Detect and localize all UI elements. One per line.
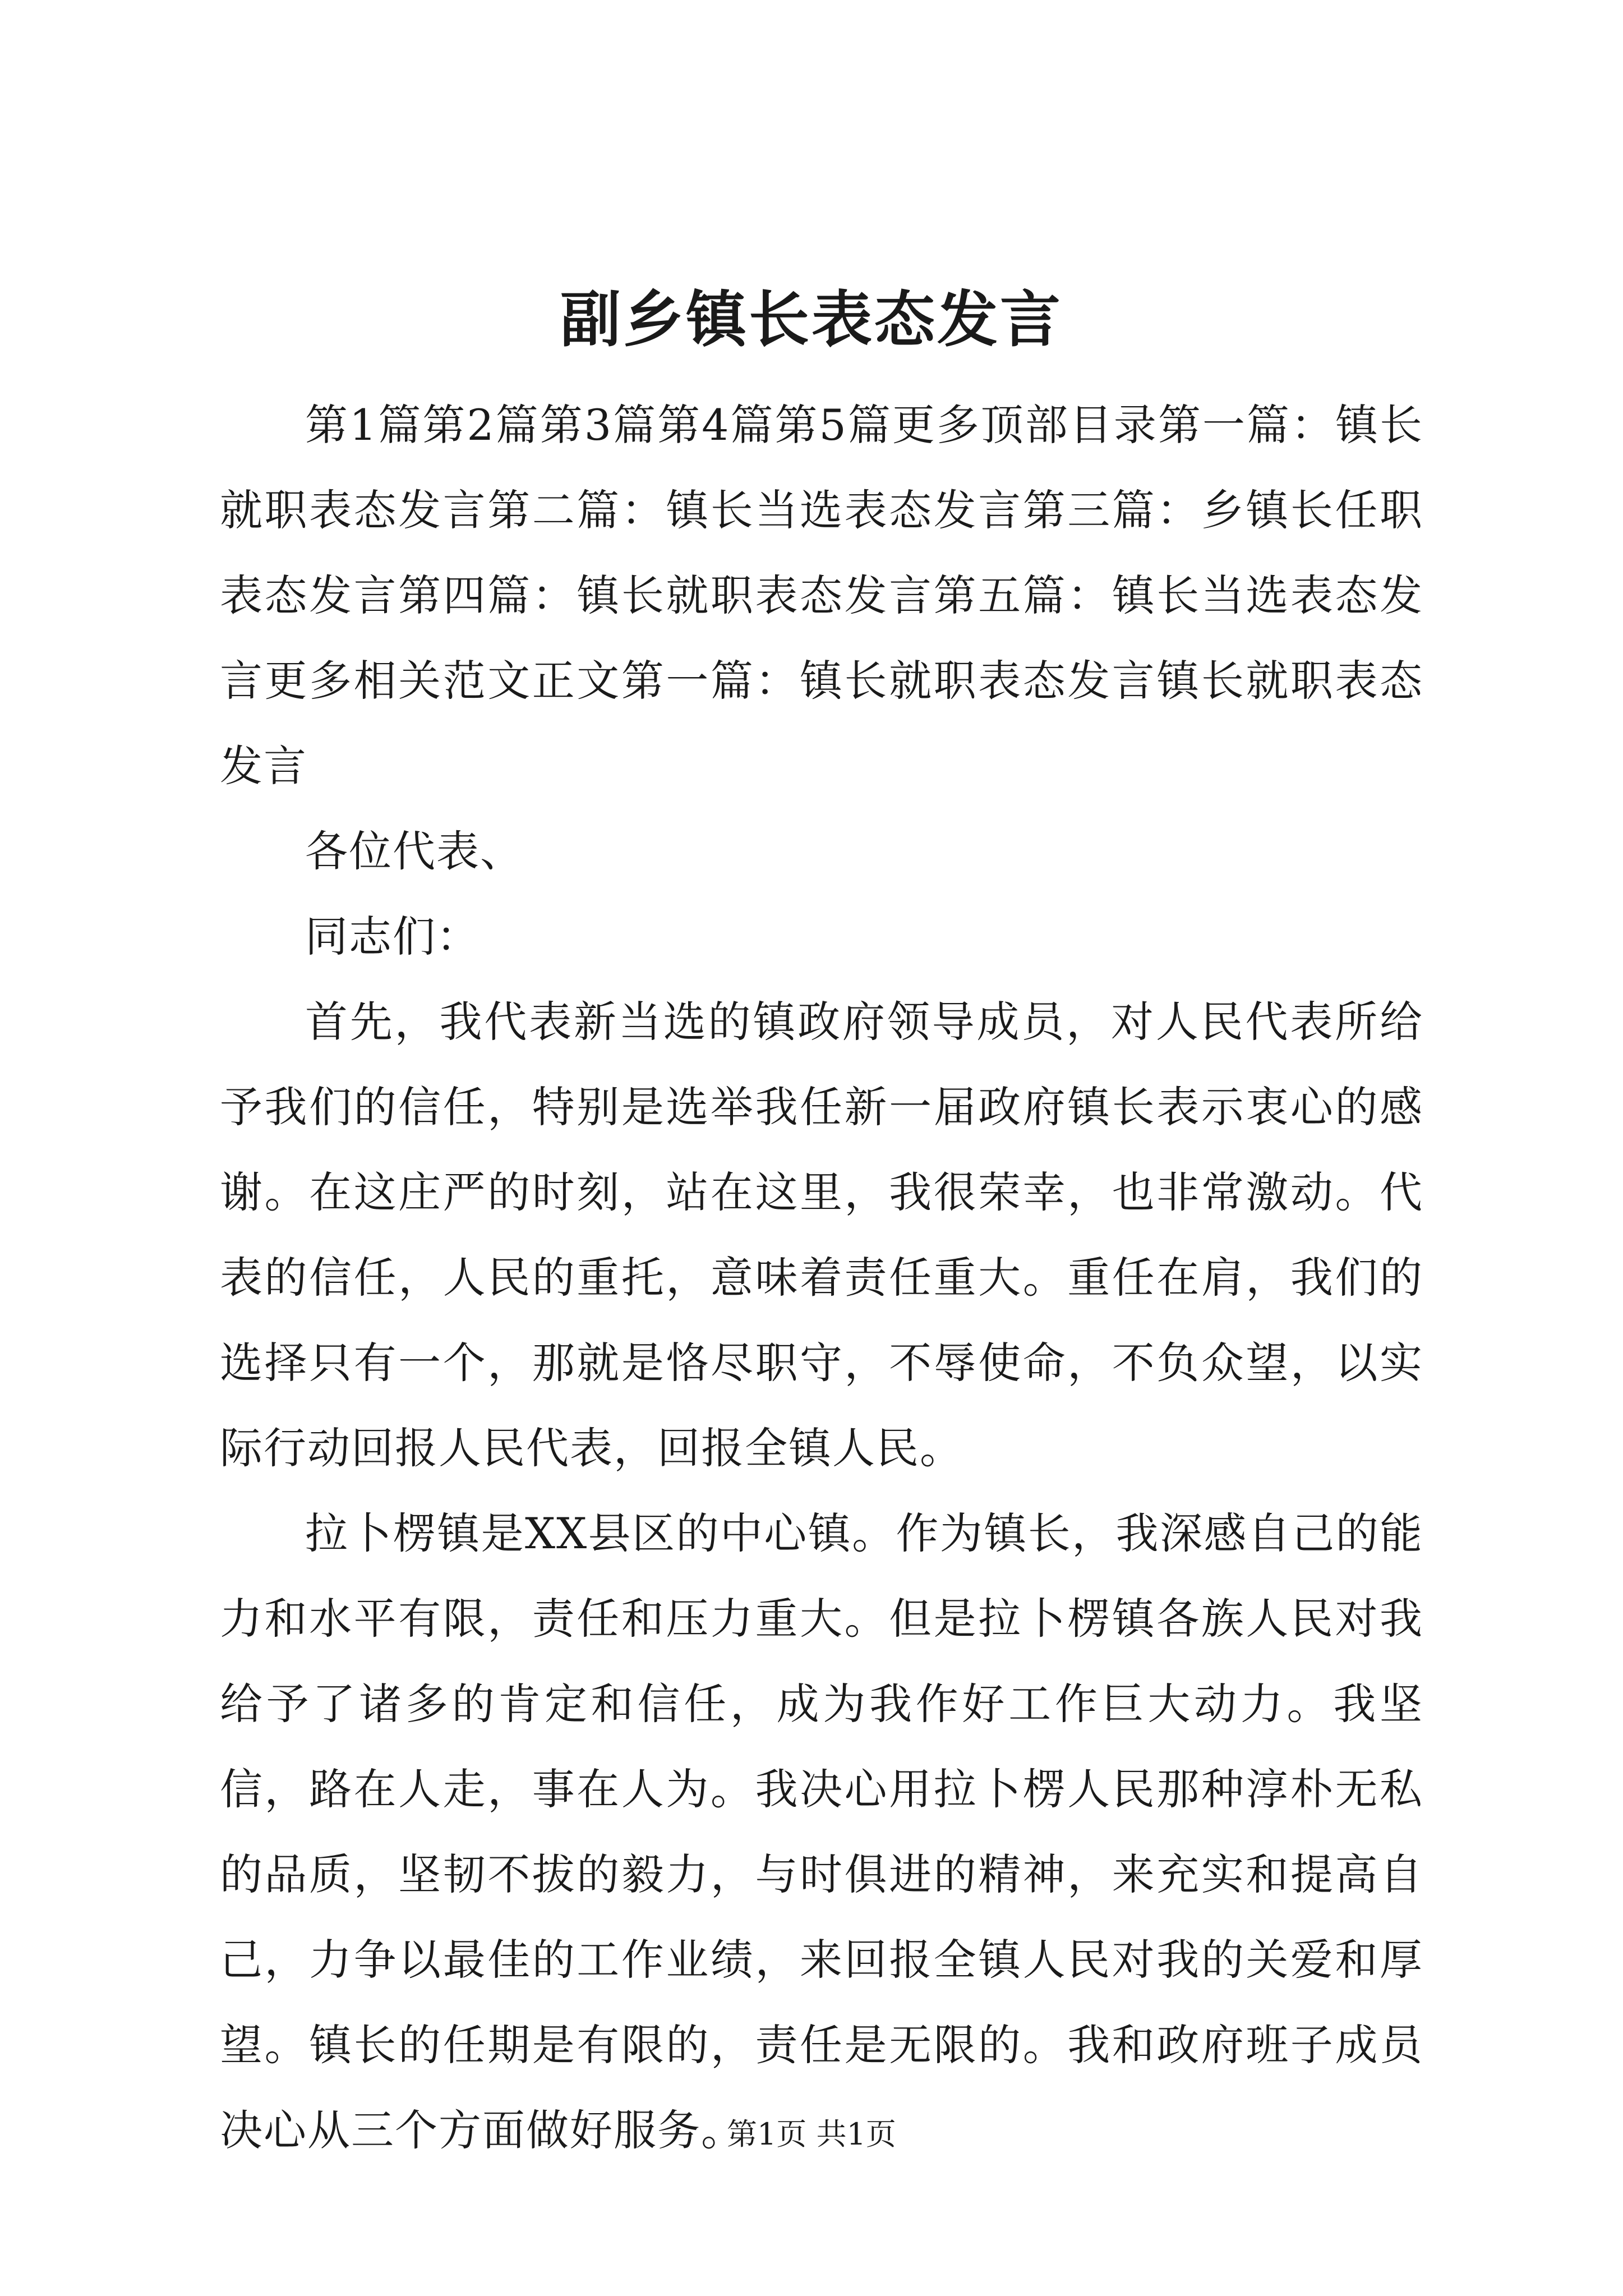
paragraph-gratitude: 首先，我代表新当选的镇政府领导成员，对人民代表所给予我们的信任，特别是选举我任新一届政府镇长表示衷心的感谢。在这庄严的时刻，站在这里，我很荣幸，也非常激动。代表的信任，人民的重托，意味着责任重大。重任在肩，我们的选择只有一个，那就是恪尽职守，不辱使命，不负众望，以实际行动回报人民代表，回报全镇人民。: [220, 997, 1423, 1473]
document-body: [220, 383, 1423, 2173]
paragraph-salutation-delegates: 各位代表、: [305, 826, 524, 876]
page-footer: 第1页 共1页: [727, 2116, 896, 2152]
document-title: 副乡镇长表态发言: [560, 284, 1063, 355]
paragraph-table-of-contents: 第1篇第2篇第3篇第4篇第5篇更多顶部目录第一篇：镇长就职表态发言第二篇：镇长当选表态发言第三篇：乡镇长任职表态发言第四篇：镇长就职表态发言第五篇：镇长当选表态发言更多相关范文正文第一篇：镇长就职表态发言镇长就职表态发言: [220, 400, 1423, 791]
paragraph-commitment: 拉卜楞镇是XX县区的中心镇。作为镇长，我深感自己的能力和水平有限，责任和压力重大。但是拉卜楞镇各族人民对我给予了诸多的肯定和信任，成为我作好工作巨大动力。我坚信，路在人走，事在人为。我决心用拉卜楞人民那种淳朴无私的品质，坚韧不拔的毅力，与时俱进的精神，来充实和提高自己，力争以最佳的工作业绩，来回报全镇人民对我的关爱和厚望。镇长的任期是有限的，责任是无限的。我和政府班子成员决心从三个方面做好服务。: [220, 1508, 1423, 2155]
paragraph-salutation-comrades: 同志们：: [305, 912, 480, 961]
